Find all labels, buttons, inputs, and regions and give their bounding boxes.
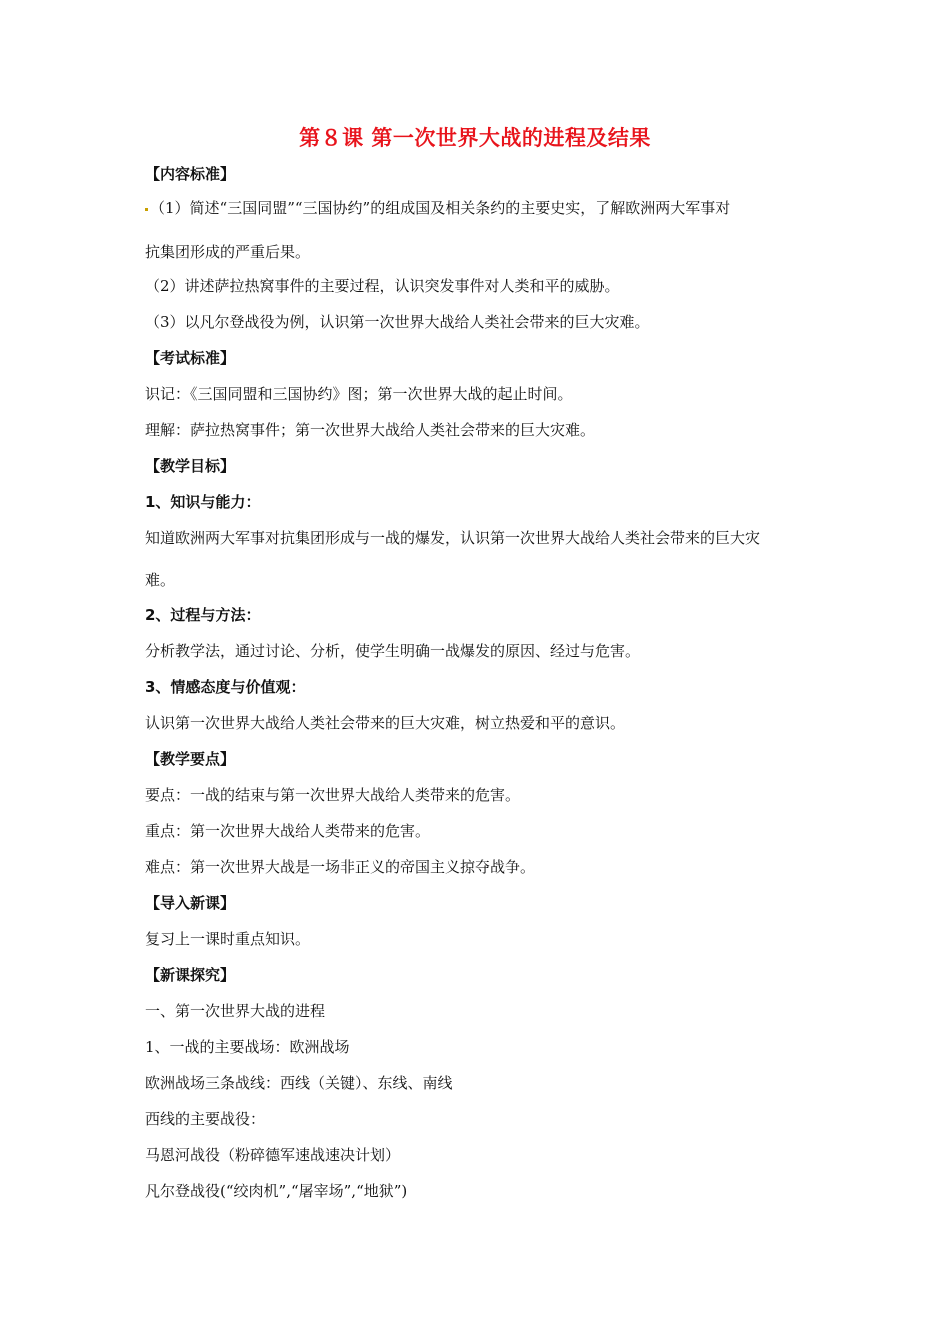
intro-line-1: 复习上一课时重点知识。: [145, 930, 311, 948]
goal-emotion-line-1: 认识第一次世界大战给人类社会带来的巨大灾难，树立热爱和平的意识。: [145, 714, 626, 732]
heading-content-standard: 【内容标准】: [145, 165, 236, 183]
explore-line-6: 凡尔登战役(“绞肉机”,“屠宰场”,“地狱”): [145, 1182, 408, 1200]
goal-knowledge-line-2: 难。: [145, 571, 176, 589]
exam-standard-line-1: 识记：《三国同盟和三国协约》图；第一次世界大战的起止时间。: [145, 385, 573, 403]
goal-knowledge-line-1: 知道欧洲两大军事对抗集团形成与一战的爆发，认识第一次世界大战给人类社会带来的巨大灾: [145, 529, 761, 547]
mark-dot: [145, 208, 148, 211]
explore-line-5: 马恩河战役（粉碎德军速战速决计划）: [145, 1146, 401, 1164]
explore-line-2: 1、一战的主要战场：欧洲战场: [145, 1038, 350, 1056]
key-point-line-1: 要点：一战的结束与第一次世界大战给人类带来的危害。: [145, 786, 521, 804]
heading-intro: 【导入新课】: [145, 894, 236, 912]
heading-key-points: 【教学要点】: [145, 750, 236, 768]
explore-line-1: 一、第一次世界大战的进程: [145, 1002, 326, 1020]
explore-line-4: 西线的主要战役：: [145, 1110, 266, 1128]
key-point-line-3: 难点：第一次世界大战是一场非正义的帝国主义掠夺战争。: [145, 858, 536, 876]
content-standard-line-2: 抗集团形成的严重后果。: [145, 243, 311, 261]
goal-emotion-values: 3、情感态度与价值观：: [145, 678, 306, 696]
content-standard-line-3: （2）讲述萨拉热窝事件的主要过程，认识突发事件对人类和平的威胁。: [145, 277, 620, 295]
goal-process-method: 2、过程与方法：: [145, 606, 261, 624]
heading-exam-standard: 【考试标准】: [145, 349, 236, 367]
heading-new-lesson: 【新课探究】: [145, 966, 236, 984]
exam-standard-line-2: 理解：萨拉热窝事件；第一次世界大战给人类社会带来的巨大灾难。: [145, 421, 596, 439]
explore-line-3: 欧洲战场三条战线：西线（关键）、东线、南线: [145, 1074, 453, 1092]
content-standard-line-1: （1）简述“三国同盟”“三国协约”的组成国及相关条约的主要史实，了解欧洲两大军事对: [145, 198, 845, 218]
heading-teaching-goals: 【教学目标】: [145, 457, 236, 475]
goal-knowledge-ability: 1、知识与能力：: [145, 493, 261, 511]
goal-process-line-1: 分析教学法，通过讨论、分析，使学生明确一战爆发的原因、经过与危害。: [145, 642, 641, 660]
page-title: 第８课 第一次世界大战的进程及结果: [299, 126, 651, 150]
content-standard-line-4: （3）以凡尔登战役为例，认识第一次世界大战给人类社会带来的巨大灾难。: [145, 313, 650, 331]
key-point-line-2: 重点：第一次世界大战给人类带来的危害。: [145, 822, 431, 840]
